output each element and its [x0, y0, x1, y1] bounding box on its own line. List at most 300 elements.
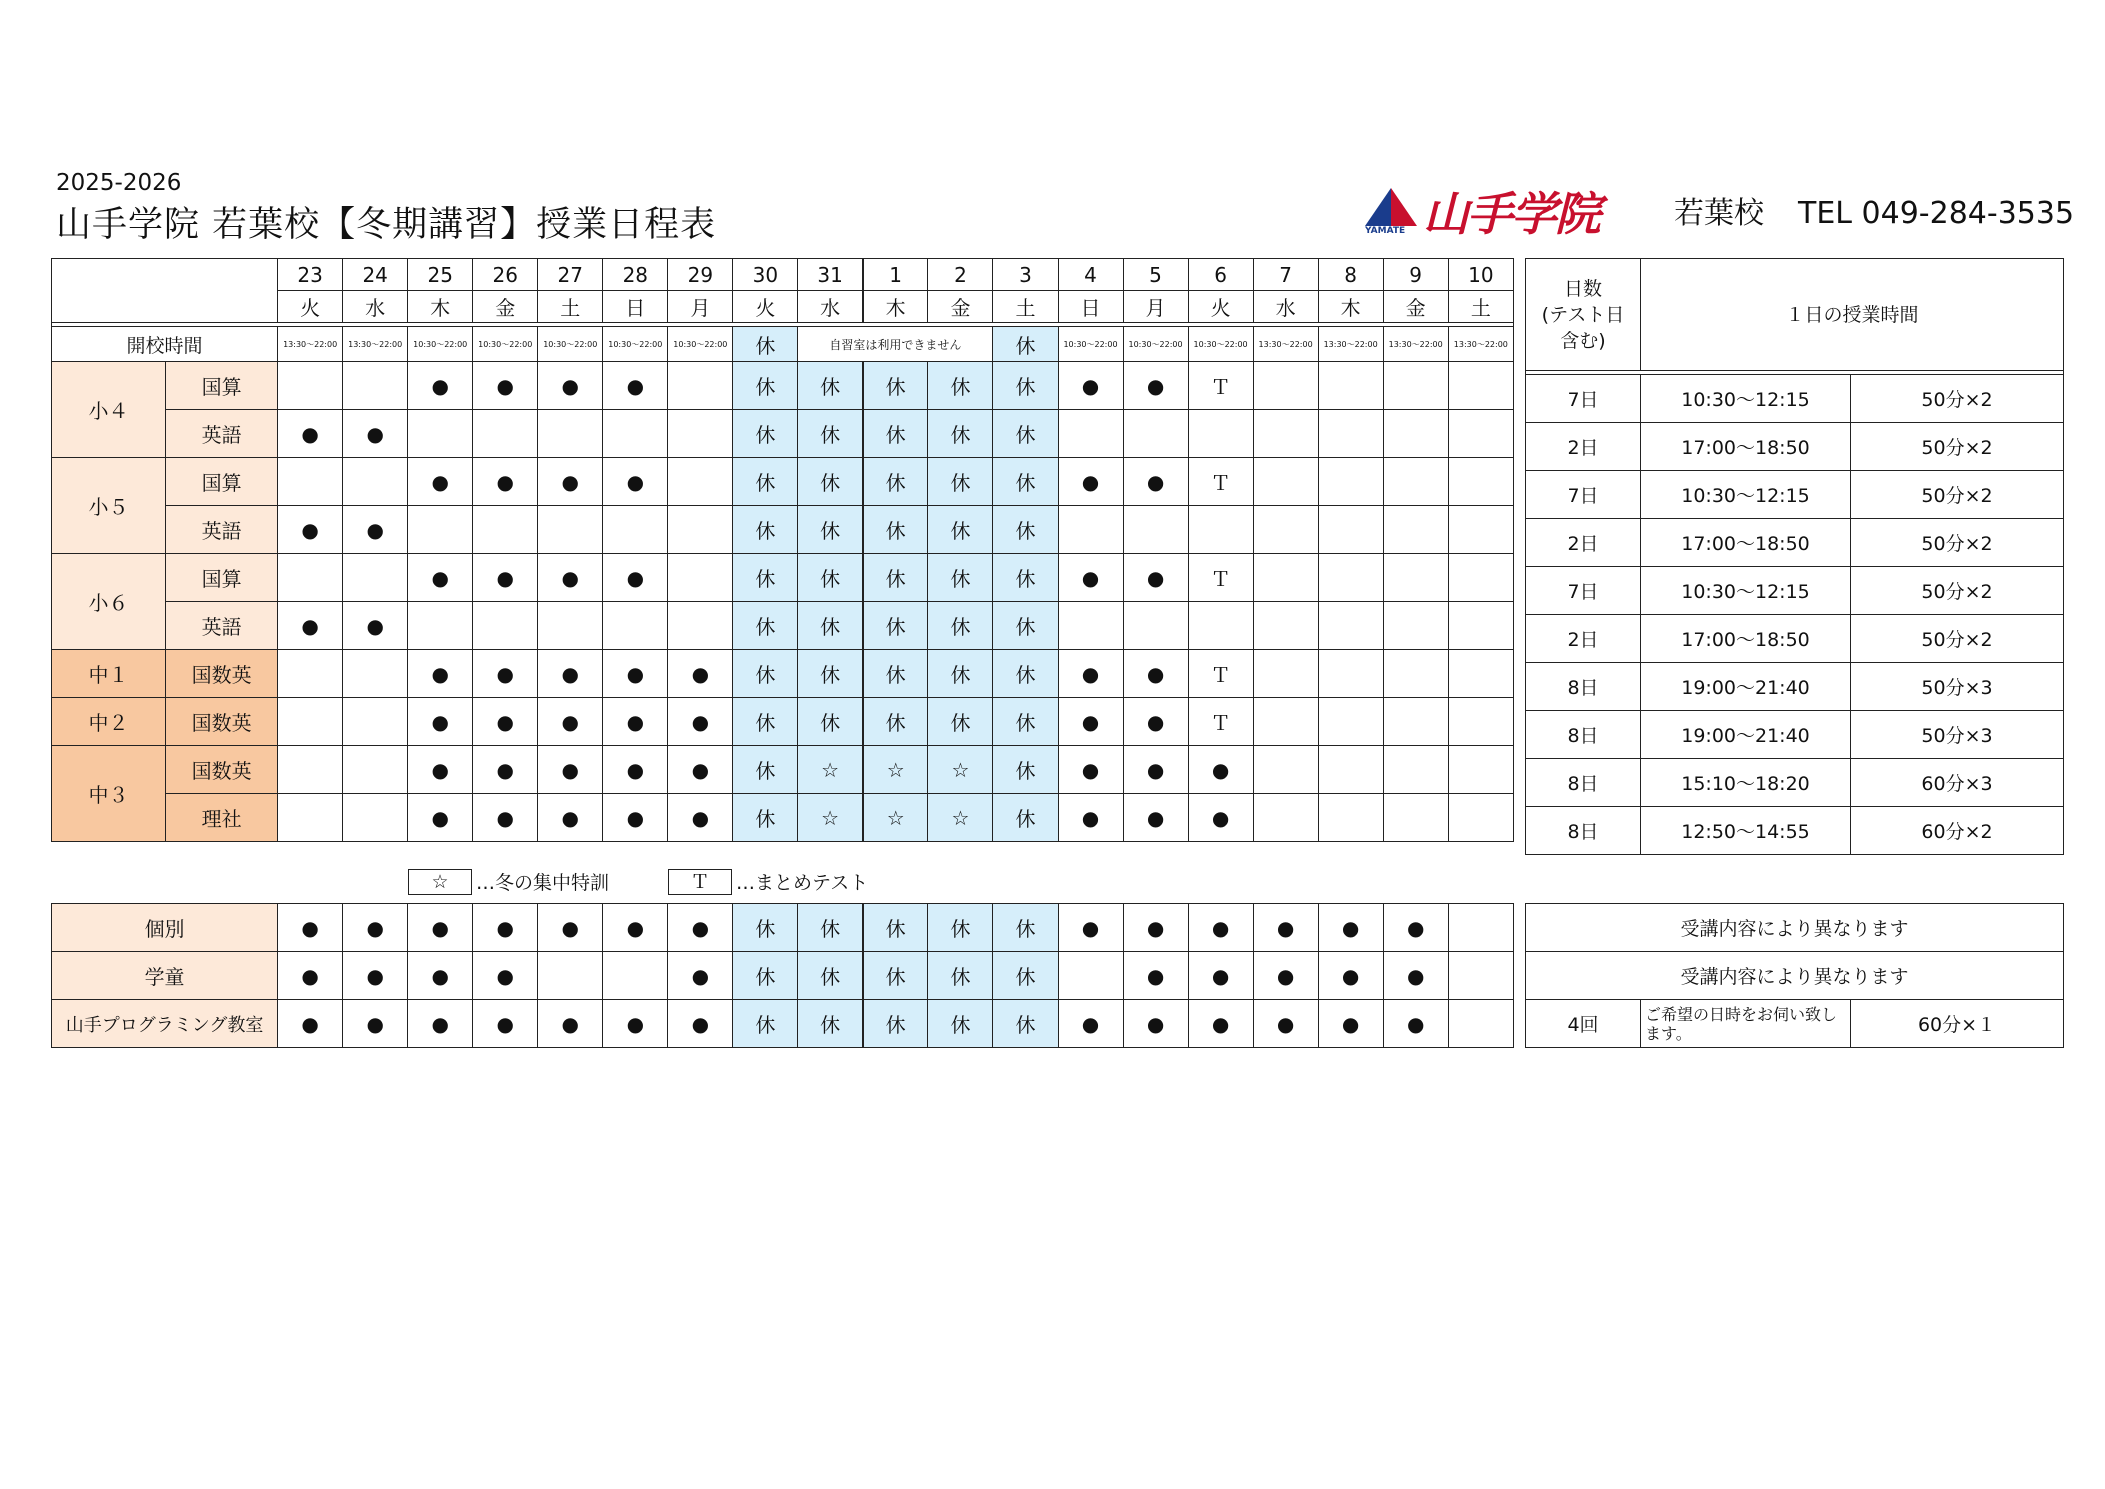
subject-row — [52, 602, 1514, 650]
schedule-cell — [1448, 458, 1513, 506]
closed-mark: 休 — [798, 506, 863, 554]
days-header-line: (テスト日 — [1541, 303, 1625, 326]
class-day-mark: ● — [1123, 1000, 1188, 1048]
intensive-mark: ☆ — [798, 794, 863, 842]
date-cell: 1 — [863, 259, 928, 291]
weekday-cell: 金 — [928, 291, 993, 323]
schedule-cell — [1448, 506, 1513, 554]
subject-row — [52, 650, 1514, 698]
closed-mark: 休 — [863, 1000, 928, 1048]
date-cell: 25 — [408, 259, 473, 291]
class-day-mark: ● — [668, 904, 733, 952]
closed-mark: 休 — [993, 904, 1058, 952]
class-day-mark: ● — [1253, 1000, 1318, 1048]
days-header-line: 日数 — [1563, 277, 1602, 300]
legend-test — [668, 868, 868, 895]
legend-star-text: …冬の集中特訓 — [476, 872, 610, 894]
class-info-row — [1526, 807, 2064, 855]
closed-mark: 休 — [993, 506, 1058, 554]
closed-mark: 休 — [928, 698, 993, 746]
closed-mark: 休 — [733, 602, 798, 650]
date-cell: 4 — [1058, 259, 1123, 291]
class-length: 60分×2 — [1851, 807, 2064, 855]
class-day-mark: ● — [1058, 362, 1123, 410]
subject-row — [52, 506, 1514, 554]
closed-mark: 休 — [733, 698, 798, 746]
schedule-cell — [1253, 794, 1318, 842]
class-day-mark: ● — [408, 1000, 473, 1048]
closed-mark: 休 — [993, 1000, 1058, 1048]
class-day-mark: ● — [603, 458, 668, 506]
class-day-mark: ● — [1318, 1000, 1383, 1048]
class-time: 10:30～12:15 — [1641, 567, 1851, 615]
legend-star — [408, 868, 609, 895]
subject-label: 国算 — [166, 362, 278, 410]
class-day-mark: ● — [408, 554, 473, 602]
class-length: 50分×2 — [1851, 567, 2064, 615]
closed-mark: 休 — [798, 602, 863, 650]
weekday-cell: 土 — [1448, 291, 1513, 323]
schedule-cell — [1318, 602, 1383, 650]
logo-sub: YAMATE — [1365, 226, 1406, 236]
program-label: 個別 — [52, 904, 278, 952]
class-day-mark: ● — [408, 458, 473, 506]
class-day-mark: ● — [408, 698, 473, 746]
subject-row — [52, 410, 1514, 458]
class-day-mark: ● — [473, 458, 538, 506]
class-day-mark: ● — [408, 650, 473, 698]
closed-mark: 休 — [733, 362, 798, 410]
class-day-mark: ● — [1058, 794, 1123, 842]
opening-hours-cell: 10:30～22:00 — [538, 327, 603, 362]
class-day-mark: ● — [408, 362, 473, 410]
class-day-mark: ● — [538, 904, 603, 952]
opening-hours-cell: 10:30～22:00 — [1188, 327, 1253, 362]
closed-mark: 休 — [863, 458, 928, 506]
class-day-mark: ● — [1058, 458, 1123, 506]
closed-mark: 休 — [928, 952, 993, 1000]
schedule-cell — [538, 410, 603, 458]
subject-label: 英語 — [166, 410, 278, 458]
contact — [1674, 188, 2074, 232]
class-day-mark: ● — [603, 794, 668, 842]
schedule-cell — [1318, 746, 1383, 794]
opening-hours-cell: 13:30～22:00 — [1383, 327, 1448, 362]
class-day-mark: ● — [538, 746, 603, 794]
schedule-cell — [668, 602, 733, 650]
subject-row — [52, 458, 1514, 506]
intensive-mark: ☆ — [798, 746, 863, 794]
closed-mark: 休 — [733, 650, 798, 698]
logo-text: 山手学院 — [1423, 187, 1599, 241]
days-count: 8日 — [1526, 759, 1641, 807]
days-header — [1526, 259, 1641, 371]
weekday-cell: 木 — [408, 291, 473, 323]
school-name: 若葉校 — [1674, 196, 1764, 231]
class-day-mark: ● — [538, 650, 603, 698]
schedule-cell — [1318, 458, 1383, 506]
schedule-cell — [473, 602, 538, 650]
schedule-cell — [1448, 554, 1513, 602]
schedule-cell — [603, 506, 668, 554]
schedule-cell — [1383, 554, 1448, 602]
opening-hours-row — [52, 327, 1514, 362]
class-day-mark: ● — [473, 746, 538, 794]
class-info-row — [1526, 759, 2064, 807]
class-day-mark: ● — [1253, 952, 1318, 1000]
weekday-cell: 金 — [473, 291, 538, 323]
class-time: 17:00～18:50 — [1641, 519, 1851, 567]
class-day-mark: ● — [668, 650, 733, 698]
weekday-cell: 月 — [668, 291, 733, 323]
schedule-cell — [1318, 554, 1383, 602]
class-day-mark: ● — [1188, 1000, 1253, 1048]
date-cell: 23 — [278, 259, 343, 291]
test-mark: Ｔ — [1188, 554, 1253, 602]
days-count: 7日 — [1526, 567, 1641, 615]
weekday-cell: 金 — [1383, 291, 1448, 323]
schedule-cell — [1318, 794, 1383, 842]
days-count: 7日 — [1526, 471, 1641, 519]
date-cell: 7 — [1253, 259, 1318, 291]
subject-label: 国数英 — [166, 698, 278, 746]
class-day-mark: ● — [408, 746, 473, 794]
weekday-cell: 水 — [798, 291, 863, 323]
schedule-cell — [343, 554, 408, 602]
schedule-cell — [668, 458, 733, 506]
class-day-mark: ● — [538, 698, 603, 746]
closed-mark: 休 — [993, 650, 1058, 698]
schedule-cell — [278, 362, 343, 410]
class-length: 60分×１ — [1851, 1000, 2064, 1048]
side-header-row — [1526, 259, 2064, 371]
schedule-cell — [538, 602, 603, 650]
subject-label: 国算 — [166, 554, 278, 602]
program-label: 学童 — [52, 952, 278, 1000]
opening-hours-cell: 13:30～22:00 — [343, 327, 408, 362]
class-time: 19:00～21:40 — [1641, 663, 1851, 711]
days-count: 4回 — [1526, 1000, 1641, 1048]
closed-mark: 休 — [993, 327, 1058, 362]
logo — [1363, 182, 1635, 241]
schedule-cell — [343, 746, 408, 794]
class-info-row — [1526, 375, 2064, 423]
grade-label: 中３ — [52, 746, 166, 842]
schedule-cell — [1253, 458, 1318, 506]
year-label: 2025-2026 — [56, 170, 182, 196]
class-time: 12:50～14:55 — [1641, 807, 1851, 855]
schedule-cell — [1318, 410, 1383, 458]
class-day-mark: ● — [343, 1000, 408, 1048]
class-day-mark: ● — [668, 794, 733, 842]
schedule-cell — [1448, 602, 1513, 650]
test-mark: Ｔ — [1188, 650, 1253, 698]
days-count: 8日 — [1526, 807, 1641, 855]
schedule-cell — [1383, 650, 1448, 698]
closed-mark: 休 — [993, 410, 1058, 458]
schedule-cell — [668, 554, 733, 602]
closed-mark: 休 — [733, 952, 798, 1000]
schedule-cell — [1383, 794, 1448, 842]
closed-mark: 休 — [798, 904, 863, 952]
weekday-cell: 水 — [1253, 291, 1318, 323]
closed-mark: 休 — [863, 952, 928, 1000]
class-day-mark: ● — [1383, 904, 1448, 952]
closed-mark: 休 — [928, 904, 993, 952]
schedule-cell — [473, 410, 538, 458]
closed-mark: 休 — [928, 458, 993, 506]
schedule-cell — [1383, 746, 1448, 794]
closed-mark: 休 — [863, 554, 928, 602]
date-cell: 29 — [668, 259, 733, 291]
grade-label: 小６ — [52, 554, 166, 650]
schedule-cell — [668, 506, 733, 554]
closed-mark: 休 — [733, 746, 798, 794]
schedule-cell — [668, 410, 733, 458]
class-length: 60分×3 — [1851, 759, 2064, 807]
subject-row — [52, 554, 1514, 602]
class-day-mark: ● — [1123, 458, 1188, 506]
class-info-row — [1526, 471, 2064, 519]
class-day-mark: ● — [603, 904, 668, 952]
class-day-mark: ● — [343, 904, 408, 952]
closed-mark: 休 — [928, 410, 993, 458]
class-day-mark: ● — [278, 410, 343, 458]
schedule-cell — [1058, 952, 1123, 1000]
class-info-table — [1525, 258, 2064, 855]
opening-hours-cell: 10:30～22:00 — [1123, 327, 1188, 362]
class-info-row — [1526, 423, 2064, 471]
subject-label: 英語 — [166, 602, 278, 650]
closed-mark: 休 — [928, 362, 993, 410]
closed-mark: 休 — [993, 794, 1058, 842]
class-day-mark: ● — [408, 904, 473, 952]
class-day-mark: ● — [1318, 952, 1383, 1000]
class-info-row — [1526, 663, 2064, 711]
days-count: 2日 — [1526, 519, 1641, 567]
schedule-cell — [1188, 602, 1253, 650]
closed-mark: 休 — [733, 506, 798, 554]
closed-mark: 休 — [798, 410, 863, 458]
opening-hours-cell: 10:30～22:00 — [1058, 327, 1123, 362]
class-day-mark: ● — [1058, 904, 1123, 952]
class-day-mark: ● — [473, 1000, 538, 1048]
program-info-row — [1526, 1000, 2064, 1048]
class-day-mark: ● — [278, 904, 343, 952]
date-cell: 28 — [603, 259, 668, 291]
closed-mark: 休 — [798, 554, 863, 602]
closed-mark: 休 — [733, 904, 798, 952]
schedule-cell — [538, 506, 603, 554]
closed-mark: 休 — [733, 794, 798, 842]
schedule-cell — [278, 458, 343, 506]
closed-mark: 休 — [993, 554, 1058, 602]
class-day-mark: ● — [603, 650, 668, 698]
closed-mark: 休 — [798, 952, 863, 1000]
date-cell: 6 — [1188, 259, 1253, 291]
subject-row — [52, 746, 1514, 794]
class-day-mark: ● — [278, 602, 343, 650]
schedule-cell — [1058, 410, 1123, 458]
class-day-mark: ● — [408, 952, 473, 1000]
class-time: 17:00～18:50 — [1641, 615, 1851, 663]
subject-label: 国数英 — [166, 650, 278, 698]
weekday-cell: 水 — [343, 291, 408, 323]
days-count: 2日 — [1526, 615, 1641, 663]
date-cell: 2 — [928, 259, 993, 291]
schedule-cell — [1383, 698, 1448, 746]
grade-label: 小４ — [52, 362, 166, 458]
opening-hours-cell: 13:30～22:00 — [1318, 327, 1383, 362]
closed-mark: 休 — [928, 602, 993, 650]
class-day-mark: ● — [1188, 952, 1253, 1000]
closed-mark: 休 — [798, 1000, 863, 1048]
closed-mark: 休 — [993, 458, 1058, 506]
schedule-cell — [343, 794, 408, 842]
legend-test-mark: Ｔ — [668, 869, 732, 895]
schedule-cell — [1253, 554, 1318, 602]
closed-mark: 休 — [798, 650, 863, 698]
program-row — [52, 952, 1514, 1000]
class-length: 50分×2 — [1851, 471, 2064, 519]
closed-mark: 休 — [928, 1000, 993, 1048]
class-day-mark: ● — [343, 952, 408, 1000]
class-time: 19:00～21:40 — [1641, 711, 1851, 759]
grade-label: 中２ — [52, 698, 166, 746]
schedule-cell — [1383, 458, 1448, 506]
schedule-cell — [343, 650, 408, 698]
schedule-cell — [278, 746, 343, 794]
schedule-cell — [1448, 952, 1513, 1000]
weekday-cell: 木 — [863, 291, 928, 323]
date-row — [52, 259, 1514, 291]
class-day-mark: ● — [278, 1000, 343, 1048]
closed-mark: 休 — [733, 1000, 798, 1048]
class-length: 50分×2 — [1851, 423, 2064, 471]
class-day-mark: ● — [343, 602, 408, 650]
schedule-cell — [1448, 746, 1513, 794]
schedule-table — [51, 258, 1514, 842]
class-time: 10:30～12:15 — [1641, 471, 1851, 519]
schedule-cell — [1058, 506, 1123, 554]
class-day-mark: ● — [668, 1000, 733, 1048]
extra-info-table — [1525, 903, 2064, 1048]
class-time: 10:30～12:15 — [1641, 375, 1851, 423]
closed-mark: 休 — [863, 602, 928, 650]
class-day-mark: ● — [1058, 1000, 1123, 1048]
weekday-cell: 火 — [733, 291, 798, 323]
class-day-mark: ● — [603, 746, 668, 794]
class-time: ご希望の日時をお伺い致します。 — [1641, 1000, 1851, 1048]
class-info-row — [1526, 567, 2064, 615]
schedule-cell — [408, 410, 473, 458]
closed-mark: 休 — [733, 458, 798, 506]
schedule-cell — [1253, 410, 1318, 458]
date-cell: 30 — [733, 259, 798, 291]
opening-hours-cell: 10:30～22:00 — [473, 327, 538, 362]
class-info-row — [1526, 519, 2064, 567]
weekday-cell: 日 — [1058, 291, 1123, 323]
class-day-mark: ● — [538, 554, 603, 602]
closed-mark: 休 — [733, 327, 798, 362]
intensive-mark: ☆ — [863, 794, 928, 842]
closed-mark: 休 — [993, 746, 1058, 794]
schedule-cell — [1253, 602, 1318, 650]
schedule-cell — [1448, 1000, 1513, 1048]
opening-hours-cell: 10:30～22:00 — [668, 327, 733, 362]
weekday-cell: 火 — [1188, 291, 1253, 323]
class-day-mark: ● — [1123, 952, 1188, 1000]
closed-mark: 休 — [863, 410, 928, 458]
intensive-mark: ☆ — [928, 746, 993, 794]
schedule-cell — [473, 506, 538, 554]
schedule-cell — [1123, 602, 1188, 650]
schedule-cell — [1318, 650, 1383, 698]
class-day-mark: ● — [603, 362, 668, 410]
class-day-mark: ● — [1123, 650, 1188, 698]
class-day-mark: ● — [473, 794, 538, 842]
schedule-cell — [603, 952, 668, 1000]
schedule-cell — [1318, 698, 1383, 746]
weekday-cell: 日 — [603, 291, 668, 323]
closed-mark: 休 — [798, 698, 863, 746]
class-day-mark: ● — [1188, 746, 1253, 794]
days-header-line: 含む) — [1560, 329, 1606, 352]
schedule-cell — [343, 458, 408, 506]
opening-hours-cell: 13:30～22:00 — [1448, 327, 1513, 362]
date-cell: 8 — [1318, 259, 1383, 291]
closed-mark: 休 — [798, 362, 863, 410]
class-day-mark: ● — [538, 362, 603, 410]
class-day-mark: ● — [603, 698, 668, 746]
weekday-cell: 土 — [538, 291, 603, 323]
closed-mark: 休 — [863, 506, 928, 554]
class-length: 50分×3 — [1851, 663, 2064, 711]
date-cell: 5 — [1123, 259, 1188, 291]
class-length: 50分×2 — [1851, 375, 2064, 423]
class-time: 15:10～18:20 — [1641, 759, 1851, 807]
class-day-mark: ● — [1123, 794, 1188, 842]
class-day-mark: ● — [1318, 904, 1383, 952]
schedule-cell — [343, 362, 408, 410]
closed-mark: 休 — [863, 904, 928, 952]
legend-star-mark: ☆ — [408, 869, 472, 895]
schedule-cell — [1253, 650, 1318, 698]
schedule-cell — [1448, 362, 1513, 410]
opening-hours-cell: 10:30～22:00 — [408, 327, 473, 362]
subject-label: 国算 — [166, 458, 278, 506]
closed-mark: 休 — [863, 362, 928, 410]
opening-hours-cell: 13:30～22:00 — [278, 327, 343, 362]
class-day-mark: ● — [473, 554, 538, 602]
schedule-cell — [278, 698, 343, 746]
logo-mark-icon — [1363, 186, 1419, 230]
weekday-cell: 土 — [993, 291, 1058, 323]
class-day-mark: ● — [473, 952, 538, 1000]
program-info-row — [1526, 952, 2064, 1000]
subject-row — [52, 794, 1514, 842]
closed-mark: 休 — [928, 554, 993, 602]
class-info-row — [1526, 615, 2064, 663]
closed-mark: 休 — [863, 698, 928, 746]
class-day-mark: ● — [1123, 698, 1188, 746]
schedule-cell — [1383, 362, 1448, 410]
test-mark: Ｔ — [1188, 698, 1253, 746]
class-day-mark: ● — [1188, 794, 1253, 842]
closed-mark: 休 — [863, 650, 928, 698]
grade-label: 中１ — [52, 650, 166, 698]
grade-label: 小５ — [52, 458, 166, 554]
